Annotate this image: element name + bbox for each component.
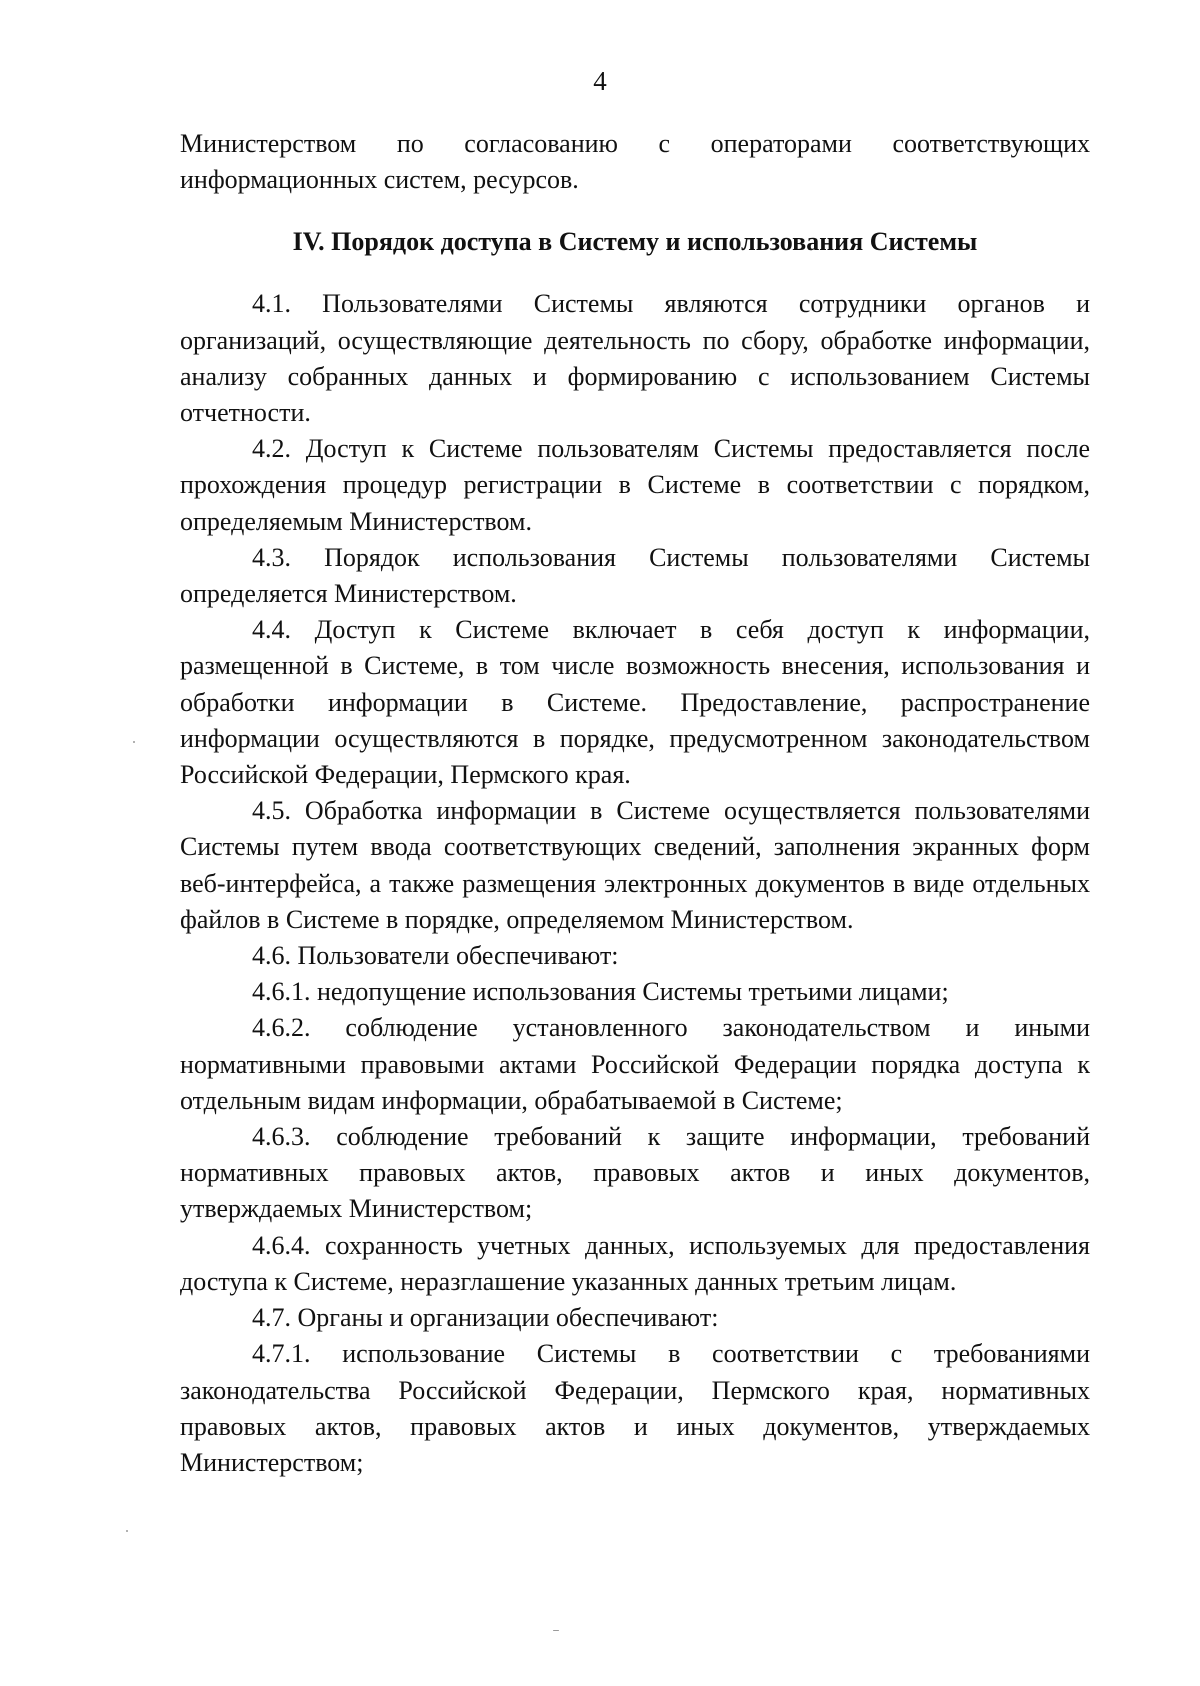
paragraph-4-6-4: 4.6.4. сохранность учетных данных, используемых для предоставления доступа к Системе, неразглашение указанных данных третьим лицам. xyxy=(180,1230,1090,1296)
paragraph-4-6-1: 4.6.1. недопущение использования Системы третьими лицами; xyxy=(252,977,949,1007)
scan-speck xyxy=(126,1530,128,1532)
paragraph-4-6: 4.6. Пользователи обеспечивают: xyxy=(252,941,619,971)
paragraph-4-1: 4.1. Пользователями Системы являются сотрудники органов и организаций, осуществляющие деятельность по сбору, обработке информации, анализу собранных данных и формированию с использованием Системы отчетности. xyxy=(180,289,1090,428)
paragraph-4-2: 4.2. Доступ к Системе пользователям Системы предоставляется после прохождения процедур регистрации в Системе в соответствии с порядком, определяемым Министерством. xyxy=(180,434,1090,536)
paragraph-4-5: 4.5. Обработка информации в Системе осуществляется пользователями Системы путем ввода соответствующих сведений, заполнения экранных форм веб-интерфейса, а также размещения электронных документов в виде отдельных файлов в Системе в порядке, определяемом Министерством. xyxy=(180,796,1090,934)
scan-speck xyxy=(553,1630,559,1631)
page-number: 4 xyxy=(593,66,607,96)
paragraph-4-6-2: 4.6.2. соблюдение установленного законодательством и иными нормативными правовыми актами Российской Федерации порядка доступа к отдельным видам информации, обрабатываемой в Системе; xyxy=(180,1013,1090,1115)
intro-paragraph: Министерством по согласованию с операторами соответствующих информационных систем, ресурсов. xyxy=(180,129,1090,195)
paragraph-4-3: 4.3. Порядок использования Системы пользователями Системы определяется Министерством. xyxy=(180,542,1090,609)
section-heading: IV. Порядок доступа в Систему и использования Системы xyxy=(292,227,978,257)
paragraph-4-7: 4.7. Органы и организации обеспечивают: xyxy=(252,1303,719,1333)
scan-speck xyxy=(133,741,135,743)
paragraph-4-4: 4.4. Доступ к Системе включает в себя доступ к информации, размещенной в Системе, в том числе возможность внесения, использования и обработки информации в Системе. Предоставление, распространение информации осуществляются в порядке, предусмотренном законодательством Российской Федерации, Пермского края. xyxy=(180,615,1090,790)
paragraph-4-7-1: 4.7.1. использование Системы в соответствии с требованиями законодательства Российской Федерации, Пермского края, нормативных правовых актов, правовых актов и иных документов, утверждаемых Министерством; xyxy=(180,1339,1090,1477)
paragraph-4-6-3: 4.6.3. соблюдение требований к защите информации, требований нормативных правовых актов, правовых актов и иных документов, утверждаемых Министерством; xyxy=(180,1122,1090,1224)
document-body xyxy=(180,126,1090,1481)
